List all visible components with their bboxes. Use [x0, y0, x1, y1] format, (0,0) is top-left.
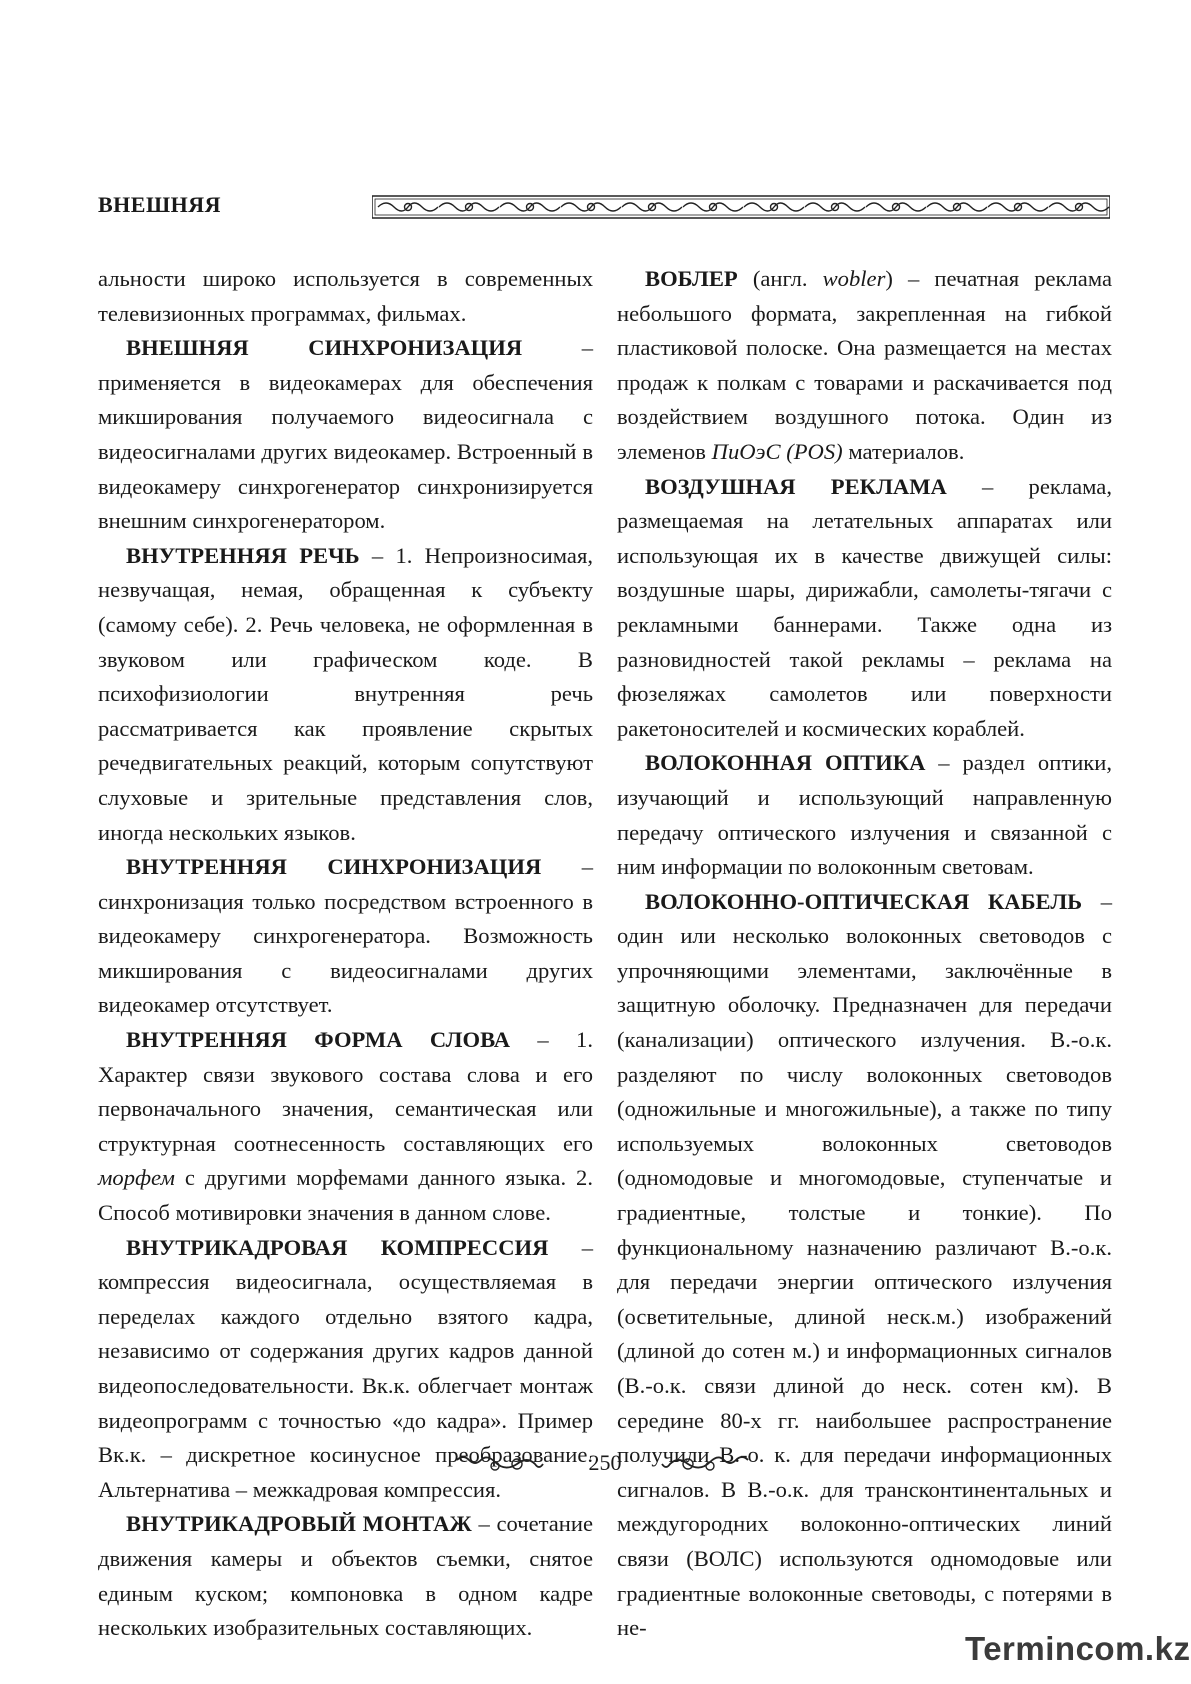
left-column — [98, 262, 593, 1646]
entry-term: ВОЛОКОННО-ОПТИЧЕСКАЯ КАБЕЛЬ — [645, 888, 1083, 914]
entry-vneshnyaya-sinkhronizatsiya: ВНЕШНЯЯ СИНХРОНИЗАЦИЯ – применяется в видеокамерах для обеспечения микширования получаемого видеосигнала с видеосигналами других видеокамер. Встроенный в видеокамеру синхрогенератор синхронизируется внешним синхрогенератором. — [98, 335, 593, 534]
running-head: ВНЕШНЯЯ — [98, 192, 222, 217]
entry-vnutrennyaya-sinkhronizatsiya: ВНУТРЕННЯЯ СИНХРОНИЗАЦИЯ – синхронизация только посредством встроенного в видеокамеру синхрогенератора. Возможность микширования с видеосигналами других видеокамер отсутствует. — [98, 854, 593, 1018]
cross-reference: ПиОэС (POS) — [711, 438, 843, 464]
entry-term: ВНУТРЕННЯЯ СИНХРОНИЗАЦИЯ — [126, 854, 542, 880]
termincom-logo — [965, 1630, 1191, 1674]
entry-term: ВОБЛЕР — [645, 266, 738, 291]
entry-volokonno-opticheskaya-kabel: ВОЛОКОННО-ОПТИЧЕСКАЯ КАБЕЛЬ – один или несколько волоконных световодов с упрочняющими элементами, заключённые в защитную оболочку. Предназначен для передачи (канализации) оптического излучения. В.-о.к. разделяют по числу волоконных световодов (одножильные и многожильные), а также по типу используемых волоконных световодов (одномодовые и многомодовые, ступенчатые и градиентные, толстые и тонкие). По функциональному назначению различают В.-о.к. для передачи энергии оптического излучения (осветительные, длиной неск.м.) изображений (длиной до сотен м.) и информационных сигналов (В.-о.к. связи длиной до неск. сотен км). В середине 80-х гг. наибольшее распространение получили В.-о. к. для передачи информационных сигналов. В В.-о.к. для трансконтинентальных и междугородних волоконно-оптических линий связи (ВОЛС) используются одномодовые или градиентные волоконные световоды, с потерями в не- — [617, 888, 1112, 1641]
entry-term: ВНУТРИКАДРОВАЯ КОМПРЕССИЯ — [126, 1234, 549, 1260]
entry-vnutrennyaya-rech: ВНУТРЕННЯЯ РЕЧЬ – 1. Непроизносимая, незвучащая, немая, обращенная к субъекту (самому себе). 2. Речь человека, не оформленная в звуковом или графическом коде. В психофизиологии внутренняя речь рассматривается как проявление скрытых речедвигательных реакций, которым сопутствуют слуховые и зрительные представления слов, иногда нескольких языков. — [98, 542, 593, 845]
entry-vnutrikadrovyi-montazh: ВНУТРИКАДРОВЫЙ МОНТАЖ – сочетание движения камеры и объектов съемки, снятое единым куском; компоновка в одном кадре нескольких изобразительных составляющих. — [98, 1511, 593, 1641]
entry-vnutrikadrovaya-kompressiya: ВНУТРИКАДРОВАЯ КОМПРЕССИЯ – компрессия видеосигнала, осуществляемая в переделах каждого отдельно взятого кадра, независимо от содержания других кадров данной видеопоследовательности. Вк.к. облегчает монтаж видеопрограмм с точностью «до кадра». Пример Вк.к. – дискретное косинусное преобразование. Альтернатива – межкадровая компрессия. — [98, 1234, 593, 1502]
entry-term: ВНУТРИКАДРОВЫЙ МОНТАЖ — [126, 1511, 472, 1537]
entry-vobler: ВОБЛЕР (англ. wobler) – печатная реклама небольшого формата, закрепленная на гибкой пластиковой полоске. Она размещается на местах продаж к полкам с товарами и раскачивается под воздействием воздушного потока. Один из элеменов ПиОэС (POS) материалов. — [617, 266, 1112, 464]
continued-paragraph: альности широко используется в современных телевизионных программах, фильмах. — [98, 266, 593, 326]
footer-ornament-left — [455, 1452, 545, 1476]
watermark-text: Termincom.kz — [965, 1630, 1191, 1667]
entry-vozdushnaya-reklama: ВОЗДУШНАЯ РЕКЛАМА – реклама, размещаемая на летательных аппаратах или использующая их в качестве движущей силы: воздушные шары, дирижабли, самолеты-тягачи с рекламными баннерами. Также одна из разновидностей такой рекламы – реклама на фюзеляжах самолетов или поверхности ракетоносителей и космических кораблей. — [617, 473, 1112, 741]
entry-term: ВОЛОКОННАЯ ОПТИКА — [645, 750, 926, 776]
entry-term: ВНЕШНЯЯ СИНХРОНИЗАЦИЯ — [126, 335, 523, 361]
entry-term: ВНУТРЕННЯЯ РЕЧЬ — [126, 542, 360, 568]
page-number: 250 — [588, 1450, 622, 1475]
entry-term: ВОЗДУШНАЯ РЕКЛАМА — [645, 473, 947, 499]
cross-reference: морфем — [98, 1165, 175, 1191]
entry-term: ВНУТРЕННЯЯ ФОРМА СЛОВА — [126, 1027, 511, 1053]
entry-vnutrennyaya-forma-slova: ВНУТРЕННЯЯ ФОРМА СЛОВА – 1. Характер связи звукового состава слова и его первоначального значения, семантическая или структурная соотнесенность составляющих его морфем с другими морфемами данного языка. 2. Способ мотивировки значения в данном слове. — [98, 1027, 593, 1226]
footer-ornament-right — [660, 1452, 750, 1476]
entry-volokonnaya-optika: ВОЛОКОННАЯ ОПТИКА – раздел оптики, изучающий и использующий направленную передачу оптического излучения и связанной с ним информации по волоконным световам. — [617, 750, 1113, 880]
english-term: wobler — [822, 266, 886, 291]
right-column — [617, 262, 1112, 1646]
header-ornament-band — [372, 193, 1110, 221]
